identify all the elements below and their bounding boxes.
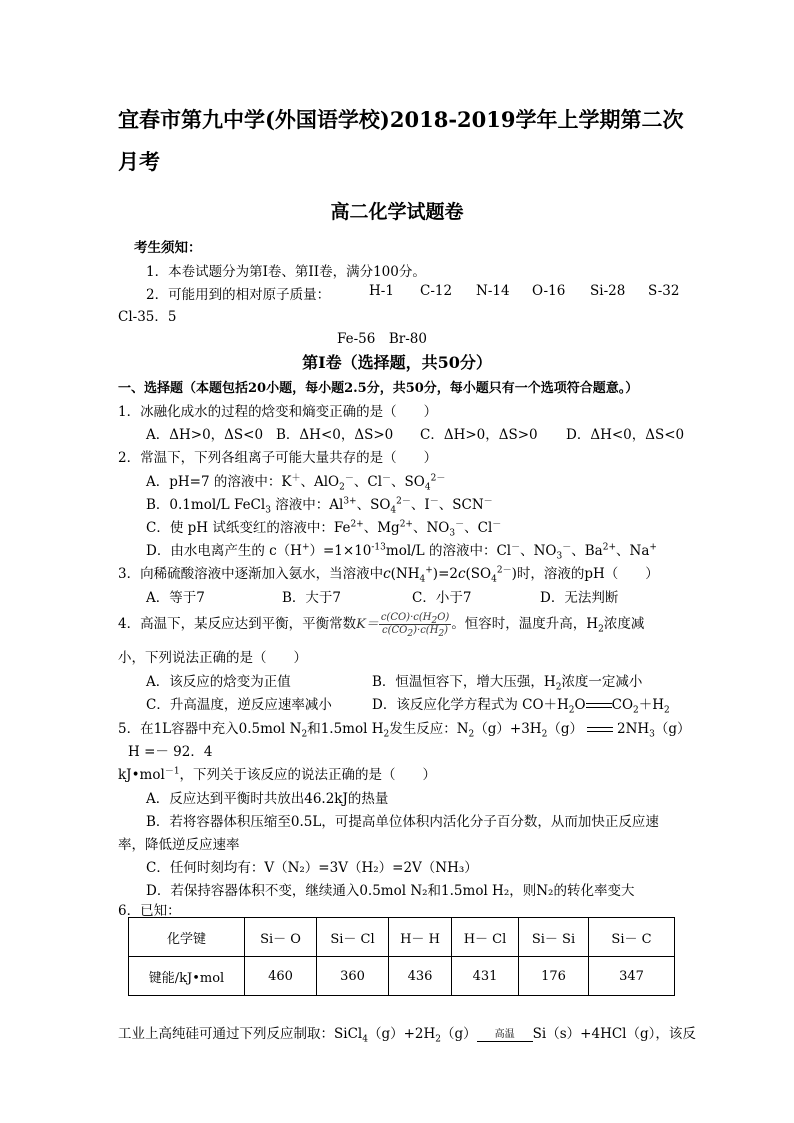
table-header-cell: Si－ O (245, 918, 317, 957)
q3-option-a: A．等于7 (146, 590, 205, 606)
q4-line2: 小，下列说法正确的是（ ） (118, 650, 307, 666)
q5-option-b-line1: B．若将容器体积压缩至0.5L，可提高单位体积内活化分子百分数，从而加快正反应速 (146, 814, 659, 830)
q4-option-b-part-a: B．恒温恒容下，增大压强，H (372, 674, 556, 690)
q5-stem: 5．在1L容器中充入0.5mol $N_2$和1.5mol $H_2$发生反应：$N_2(g)+3H_2(g)$ $2NH_3(g)$ (118, 721, 691, 740)
exam-title-line2: 月考 (118, 149, 160, 174)
q2-stem: 2．常温下，下列各组离子可能大量共存的是（ ） (118, 450, 438, 466)
q5-option-a: A．反应达到平衡时共放出46.2kJ的热量 (146, 791, 389, 807)
q5-delta-h: H =－ 92．4 (128, 744, 213, 760)
q2-option-a: A．pH=7 的溶液中：K＋、AlO$_2$－、Cl－、$SO_4^{2-}$ (146, 473, 446, 493)
reaction-condition (477, 1029, 533, 1042)
table-cell: 347 (589, 957, 675, 996)
table-cell: 436 (389, 957, 452, 996)
q5-stem-part-d: （g）+3H (474, 721, 542, 737)
table-row-label: 键能/kJ•mol (129, 957, 245, 996)
q5-option-b-line2: 率，降低逆反应速率 (118, 837, 240, 853)
q6-tail-part-b: （g）+2H (367, 1026, 436, 1042)
q4-option-a: A．该反应的焓变为正值 (146, 674, 291, 690)
q3-option-c: C．小于7 (412, 590, 472, 606)
q6-tail-part-a: 工业上高纯硅可通过下列反应制取：SiCl (118, 1026, 363, 1042)
q6-tail-part-c: （g） (441, 1026, 477, 1042)
q4-stem-part-c: 浓度减 (603, 616, 645, 632)
table-header-cell: H－ H (389, 918, 452, 957)
mass-cl: Cl-35．5 (118, 309, 177, 325)
mass-si: Si-28 (590, 283, 626, 299)
q1-option-b: B．ΔH<0，ΔS>0 (276, 427, 394, 443)
q3-stem-part-b: 时，溶液的pH（ ） (516, 566, 659, 582)
q4-option-d: D．该反应化学方程式为 $CO+H_2O$ $CO_2+H_2$ (372, 697, 670, 716)
q5-option-d: D．若保持容器体积不变，继续通入0.5mol N₂和1.5mol H₂，则N₂的转化率变大 (146, 883, 635, 899)
exam-title-line1: 宜春市第九中学(外国语学校)2018-2019学年上学期第二次 (118, 107, 684, 132)
table-row (129, 918, 675, 957)
table-header-cell: Si－ Cl (317, 918, 389, 957)
section1-heading: 第Ⅰ卷（选择题，共50分） (302, 353, 492, 372)
q2-option-c: C．使 pH 试纸变红的溶液中：$Fe^{2+}$、$Mg^{2+}$、$NO_3^-$、Cl－ (146, 519, 502, 539)
table-cell: 360 (317, 957, 389, 996)
table-cell: 176 (519, 957, 589, 996)
q3-option-d: D．无法判断 (540, 590, 619, 606)
q3-stem: 3．向稀硫酸溶液中逐渐加入氨水，当溶液中$c(NH_4^+)=2c(SO_4^{2-})$时，溶液的pH（ ） (118, 565, 659, 585)
q5-unit-tail: ，下列关于该反应的说法正确的是（ ） (179, 767, 437, 783)
q5-stem-part-e: （g） (547, 721, 583, 737)
reaction-condition-label: 高温 (494, 1029, 515, 1040)
equilibrium-constant-fraction: $\frac{c(CO)\cdot c(H_2O)}{c(CO_2)\cdot c(H_2)}$ (380, 612, 450, 639)
q5-stem-part-b: 和1.5mol H (307, 721, 384, 737)
q4-option-b: B．恒温恒容下，增大压强，$H_2$浓度一定减小 (372, 674, 643, 693)
equilibrium-arrow-icon (586, 702, 612, 710)
mass-o: O-16 (532, 283, 566, 299)
equilibrium-constant-formula: K＝ (356, 617, 379, 632)
q5-unit: kJ•mol (118, 767, 165, 783)
q5-stem-part-g: （g） (654, 721, 691, 737)
notice-item-2-prefix: 2．可能用到的相对原子质量： (146, 287, 331, 303)
q4-option-c: C．升高温度，逆反应速率减小 (146, 697, 332, 713)
q4-option-d-part-d: ＋H (638, 697, 665, 713)
notice-item-1: 1．本卷试题分为第I卷、第II卷，满分100分。 (146, 264, 426, 280)
q5-option-c: C．任何时刻均有：V（N₂）=3V（H₂）=2V（NH₃） (146, 860, 478, 876)
masses-line3: Fe-56 Br-80 (337, 331, 427, 347)
table-cell: 431 (452, 957, 519, 996)
table-header-cell: Si－ Si (519, 918, 589, 957)
q4-stem-part-a: 4．高温下，某反应达到平衡，平衡常数 (118, 616, 357, 632)
q4-option-b-part-b: 浓度一定减小 (561, 674, 643, 690)
q4-stem-part-b: 。恒容时，温度升高，H (451, 616, 599, 632)
q4-stem: 4．高温下，某反应达到平衡，平衡常数K＝ $\frac{c(CO)\cdot c(H_2O)}{c(CO_2)\cdot c(H_2)}$ 。恒容时，温度升高，$H_2$浓度减 (118, 612, 645, 639)
equilibrium-arrow-icon (587, 726, 613, 734)
q6-tail: 工业上高纯硅可通过下列反应制取：$SiCl_4(g)+2H_2(g)$ 高温 Si（s）+4HCl（g），该反 (118, 1026, 696, 1045)
exam-subtitle: 高二化学试题卷 (330, 201, 464, 223)
q6-stem: 6．已知： (118, 903, 181, 919)
q1-option-a: A．ΔH>0，ΔS<0 (146, 427, 264, 443)
q5-unit-line: kJ•mol$^{-1}$，下列关于该反应的说法正确的是（ ） (118, 766, 437, 783)
q4-option-d-part-c: CO (611, 697, 634, 713)
mass-c: C-12 (420, 283, 453, 299)
q3-option-b: B．大于7 (282, 590, 342, 606)
q4-option-d-part-a: D．该反应化学方程式为 CO＋H (372, 697, 569, 713)
q5-stem-part-a: 5．在1L容器中充入0.5mol N (118, 721, 302, 737)
notice-item-2 (146, 283, 330, 303)
q2-option-d: D．由水电离产生的 $c(H^+)=1\times 10^{-13}mol/L$ 的溶液中：Cl－、$NO_3^-$、$Ba^{2+}$、Na+ (146, 542, 657, 562)
section1-intro: 一、选择题（本题包括20小题，每小题2.5分，共50分，每小题只有一个选项符合题意。） (118, 381, 639, 396)
q3-stem-part-a: 3．向稀硫酸溶液中逐渐加入氨水，当溶液中 (118, 566, 384, 582)
mass-n: N-14 (476, 283, 510, 299)
q5-stem-part-c: 发生反应：N (389, 721, 469, 737)
q2-option-b: B．0.1mol/L FeCl$_3$ 溶液中：$Al^{3+}$、$SO_4^{2-}$、I－、SCN－ (146, 496, 493, 516)
table-cell: 460 (245, 957, 317, 996)
reaction-arrow-line (477, 1041, 533, 1042)
bond-energy-table (128, 917, 675, 996)
q1-option-d: D．ΔH<0，ΔS<0 (566, 427, 685, 443)
q4-option-d-part-b: O (574, 697, 586, 713)
q6-tail-part-d: Si（s）+4HCl（g），该反 (532, 1026, 696, 1042)
table-header-cell: 化学键 (129, 918, 245, 957)
mass-s: S-32 (648, 283, 680, 299)
table-row (129, 957, 675, 996)
q1-stem: 1．冰融化成水的过程的焓变和熵变正确的是（ ） (118, 404, 438, 420)
table-header-cell: Si－ C (589, 918, 675, 957)
q5-stem-part-f: 2NH (616, 721, 650, 737)
table-header-cell: H－ Cl (452, 918, 519, 957)
q1-option-c: C．ΔH>0，ΔS>0 (420, 427, 538, 443)
mass-h: H-1 (369, 283, 394, 299)
notice-heading: 考生须知： (134, 240, 202, 256)
